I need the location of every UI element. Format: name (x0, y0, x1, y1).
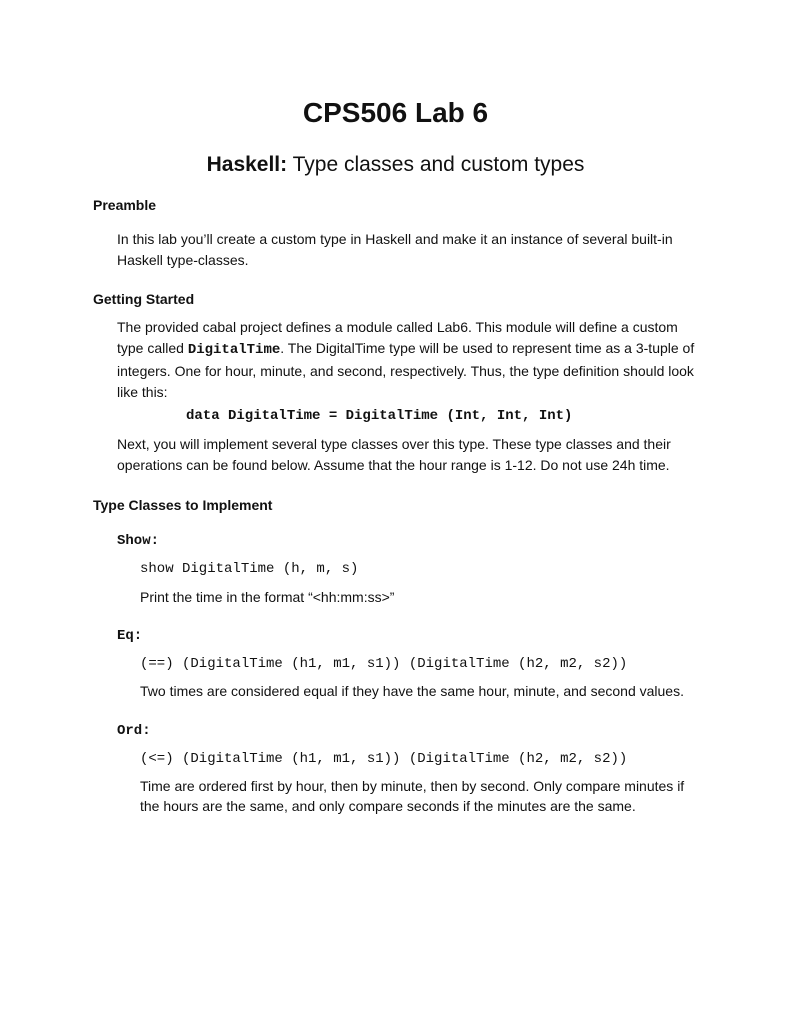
show-text: Print the time in the format “<hh:mm:ss>” (140, 589, 395, 605)
document-subtitle (0, 150, 791, 180)
ord-label: Ord: (117, 723, 151, 739)
gs-inline-code: DigitalTime (187, 342, 281, 358)
gs-text-after: . The DigitalTime type will be used to represent time as a 3-tuple of integers. One for hour, minute, and second, respectively. Thus, the type definition should look like this: (117, 340, 695, 400)
getting-started-text (117, 317, 707, 403)
show-code: show DigitalTime (h, m, s) (140, 561, 359, 577)
getting-started-text-2: Next, you will implement several type classes over this type. These type classes and their operations can be found below. Assume that the hour range is 1-12. Do not use 24h time. (117, 436, 671, 473)
eq-code: (==) (DigitalTime (h1, m1, s1)) (DigitalTime (h2, m2, s2)) (140, 656, 628, 672)
preamble-text: In this lab you’ll create a custom type in Haskell and make it an instance of several built-in Haskell type-classes. (117, 231, 673, 268)
ord-text: Time are ordered first by hour, then by minute, then by second. Only compare minutes if the hours are the same, and only compare seconds if the minutes are the same. (140, 778, 685, 814)
ord-code: (<=) (DigitalTime (h1, m1, s1)) (DigitalTime (h2, m2, s2)) (140, 751, 628, 767)
document-title: CPS506 Lab 6 (302, 97, 489, 128)
show-label: Show: (117, 533, 160, 549)
type-definition-code: data DigitalTime = DigitalTime (Int, Int, Int) (186, 408, 573, 424)
subtitle-rest: Type classes and custom types (287, 153, 585, 176)
subtitle-bold: Haskell: (206, 153, 288, 176)
preamble-heading: Preamble (93, 197, 157, 213)
getting-started-heading: Getting Started (93, 291, 195, 307)
type-classes-heading: Type Classes to Implement (93, 497, 273, 513)
gs-text-before: The provided cabal project defines a module called Lab6. This module will define a custom type called (117, 319, 678, 356)
eq-label: Eq: (117, 628, 143, 644)
eq-text: Two times are considered equal if they have the same hour, minute, and second values. (140, 683, 684, 699)
